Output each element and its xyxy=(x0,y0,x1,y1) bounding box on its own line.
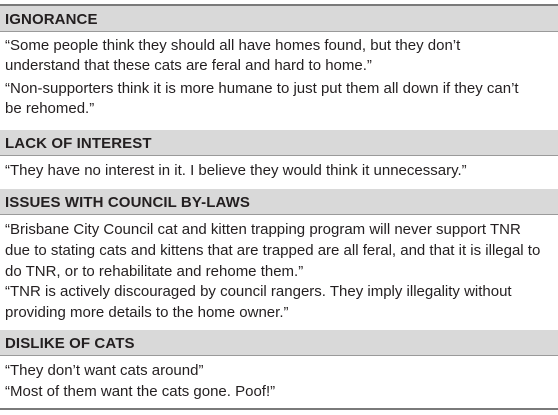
section-header-dislike-of-cats xyxy=(0,330,558,356)
quote-line: “Non-supporters think it is more humane to just put them all down if they can’t xyxy=(5,80,519,97)
quote-line: providing more details to the home owner.” xyxy=(5,304,289,321)
section-header-lack-of-interest xyxy=(0,130,558,156)
section-heading: ISSUES WITH COUNCIL BY-LAWS xyxy=(5,194,250,211)
section-body-lack-of-interest xyxy=(0,156,558,189)
section-header-council-by-laws xyxy=(0,189,558,215)
table-bottom-rule xyxy=(0,408,558,410)
quote-line: be rehomed.” xyxy=(5,100,95,117)
quote-line: “Brisbane City Council cat and kitten trapping program will never support TNR xyxy=(5,221,521,238)
quote-line: “They have no interest in it. I believe they would think it unnecessary.” xyxy=(5,162,467,179)
quote-line: “TNR is actively discouraged by council rangers. They imply illegality without xyxy=(5,283,512,300)
section-heading: LACK OF INTEREST xyxy=(5,135,152,152)
section-header-ignorance xyxy=(0,6,558,32)
section-body-ignorance xyxy=(0,32,558,129)
quote-line: “Most of them want the cats gone. Poof!” xyxy=(5,383,276,400)
section-heading: IGNORANCE xyxy=(5,11,98,28)
quote-line: due to stating cats and kittens that are trapped are all feral, and that it is illegal to xyxy=(5,242,541,259)
section-body-council-by-laws xyxy=(0,215,558,329)
quote-line: “Some people think they should all have homes found, but they don’t xyxy=(5,37,461,54)
section-heading: DISLIKE OF CATS xyxy=(5,335,135,352)
quote-line: understand that these cats are feral and hard to home.” xyxy=(5,57,372,74)
section-body-dislike-of-cats xyxy=(0,356,558,408)
quote-line: do TNR, or to rehabilitate and rehome them.” xyxy=(5,263,304,280)
quote-line: “They don’t want cats around” xyxy=(5,362,204,379)
